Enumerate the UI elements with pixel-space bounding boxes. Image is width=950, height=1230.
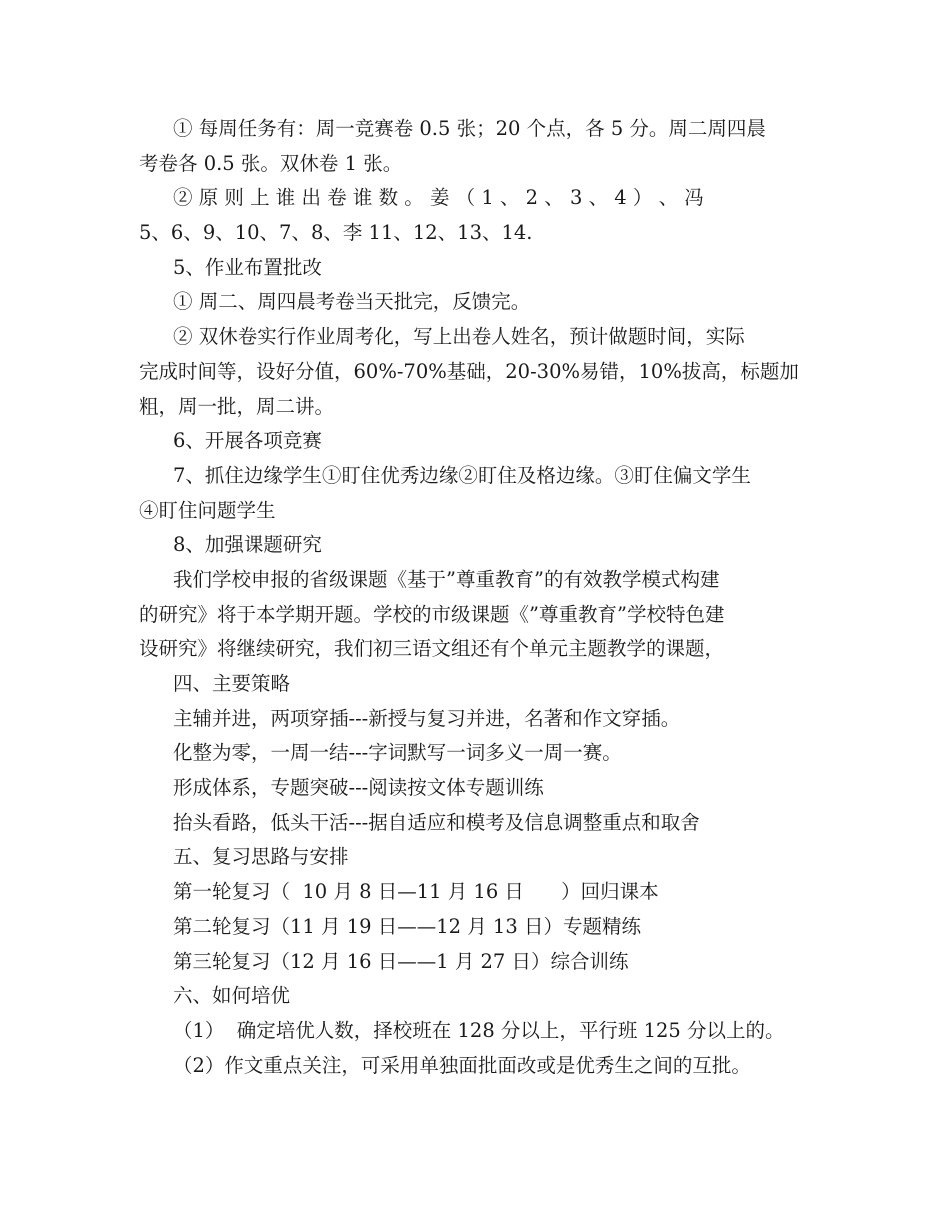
text-line: 第二轮复习（11 月 19 日——12 月 13 日）专题精练 bbox=[173, 914, 641, 938]
document-body bbox=[139, 112, 811, 1083]
text-line: 完成时间等，设好分值，60%-70%基础，20-30%易错，10%拔高，标题加 bbox=[139, 359, 799, 383]
text-line: 第一轮复习（ 10 月 8 日—11 月 16 日 ）回归课本 bbox=[173, 880, 659, 904]
text-line: 第三轮复习（12 月 16 日——1 月 27 日）综合训练 bbox=[173, 949, 629, 973]
text-line: ① 每周任务有：周一竞赛卷 0.5 张；20 个点，各 5 分。周二周四晨 bbox=[173, 117, 766, 140]
text-line: 考卷各 0.5 张。双休卷 1 张。 bbox=[139, 151, 403, 175]
section-heading: 五、复习思路与安排 bbox=[173, 845, 349, 869]
text-line: （2）作文重点关注，可采用单独面批面改或是优秀生之间的互批。 bbox=[173, 1053, 751, 1077]
section-heading: 8、加强课题研究 bbox=[173, 533, 322, 557]
text-line: 粗，周一批，周二讲。 bbox=[139, 394, 335, 418]
text-line: 5、6、9、10、7、8、李 11、12、13、14. bbox=[139, 221, 533, 245]
text-line: 的研究》将于本学期开题。学校的市级课题《”尊重教育”学校特色建 bbox=[139, 602, 725, 626]
text-line: 我们学校申报的省级课题《基于”尊重教育”的有效教学模式构建 bbox=[173, 567, 720, 591]
text-line: 形成体系，专题突破---阅读按文体专题训练 bbox=[173, 776, 544, 800]
text-line: （1） 确定培优人数，择校班在 128 分以上，平行班 125 分以上的。 bbox=[173, 1018, 785, 1042]
text-line: 设研究》将继续研究，我们初三语文组还有个单元主题教学的课题， bbox=[139, 637, 725, 661]
text-line: ① 周二、周四晨考卷当天批完，反馈完。 bbox=[173, 290, 531, 314]
text-line: 抬头看路，低头干活---据自适应和模考及信息调整重点和取舍 bbox=[173, 810, 700, 834]
text-line: ② 双休卷实行作业周考化，写上出卷人姓名，预计做题时间，实际 bbox=[173, 325, 745, 349]
text-line: ④盯住问题学生 bbox=[139, 498, 276, 522]
section-heading: 5、作业布置批改 bbox=[173, 255, 322, 279]
section-heading: 6、开展各项竞赛 bbox=[173, 429, 322, 453]
text-line: 主辅并进，两项穿插---新授与复习并进，名著和作文穿插。 bbox=[173, 706, 681, 730]
section-heading: 四、主要策略 bbox=[173, 672, 291, 695]
text-line: 化整为零，一周一结---字词默写一词多义一周一赛。 bbox=[173, 741, 622, 765]
text-line: ② 原 则 上 谁 出 卷 谁 数 。 姜 （ 1 、 2 、 3 、 4 ） 、 冯 bbox=[173, 186, 704, 210]
text-line: 7、抓住边缘学生①盯住优秀边缘②盯住及格边缘。③盯住偏文学生 bbox=[173, 463, 751, 487]
section-heading: 六、如何培优 bbox=[173, 984, 291, 1008]
